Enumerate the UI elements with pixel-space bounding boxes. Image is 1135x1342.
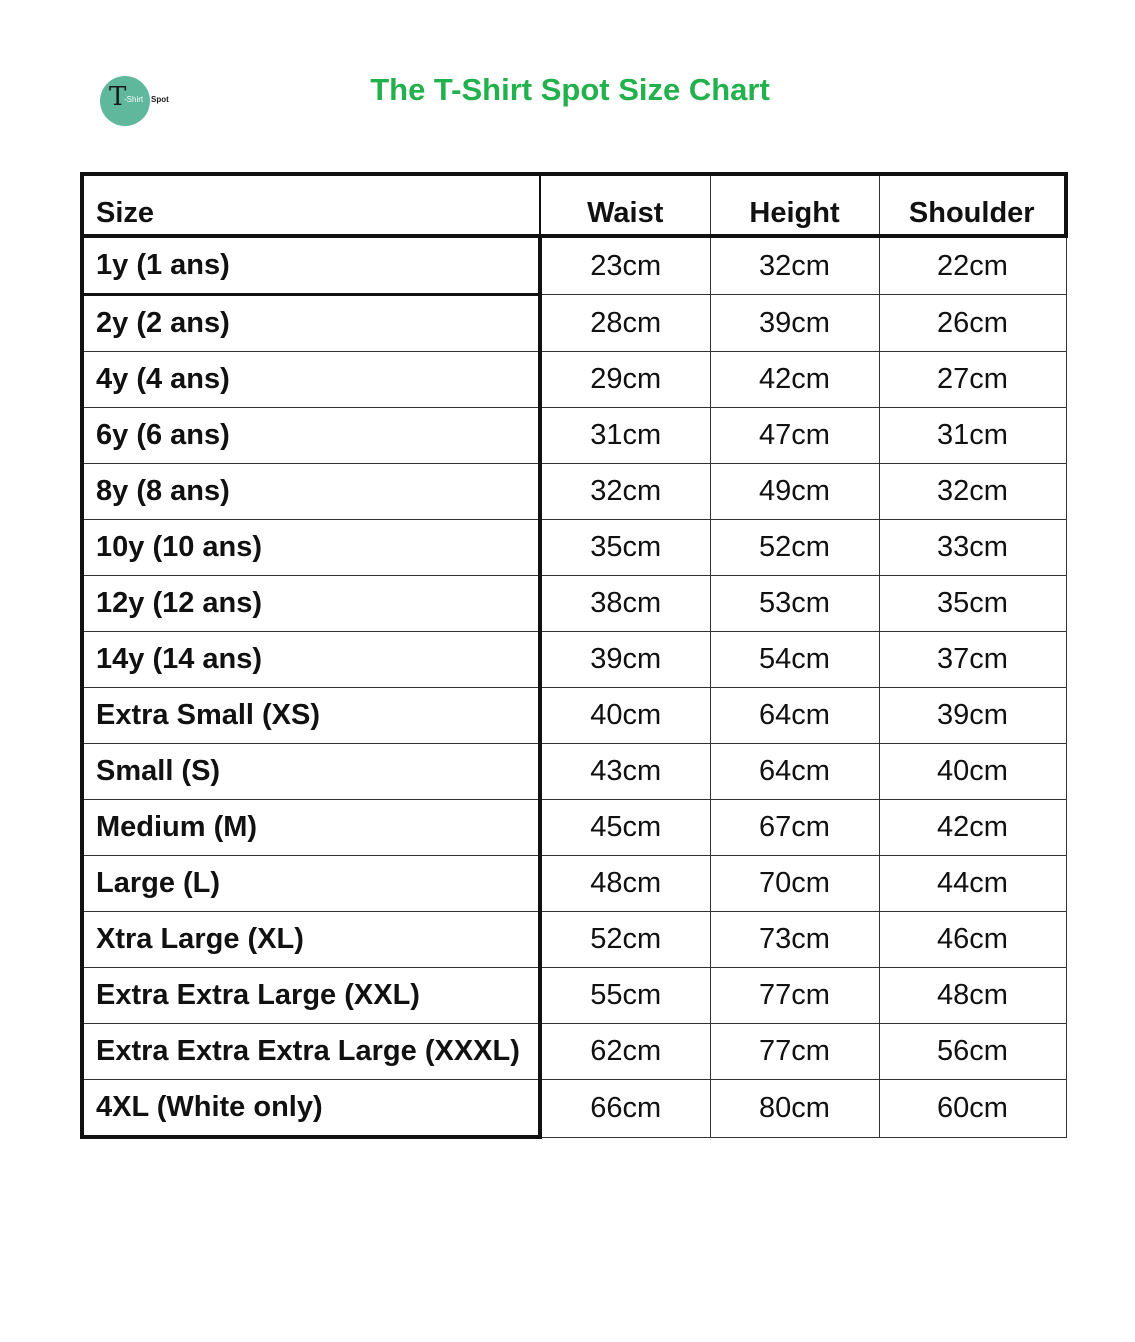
waist-cell: 45cm	[540, 800, 710, 856]
height-cell: 54cm	[710, 632, 879, 688]
height-cell: 39cm	[710, 295, 879, 352]
waist-cell: 39cm	[540, 632, 710, 688]
height-cell: 77cm	[710, 1024, 879, 1080]
height-cell: 64cm	[710, 688, 879, 744]
shoulder-cell: 33cm	[879, 520, 1066, 576]
waist-cell: 55cm	[540, 968, 710, 1024]
waist-cell: 32cm	[540, 464, 710, 520]
waist-cell: 35cm	[540, 520, 710, 576]
table-row	[82, 295, 1066, 352]
height-cell: 49cm	[710, 464, 879, 520]
table-row	[82, 1024, 1066, 1080]
shoulder-cell: 42cm	[879, 800, 1066, 856]
table-row	[82, 744, 1066, 800]
size-cell: 10y (10 ans)	[82, 520, 540, 576]
shoulder-cell: 60cm	[879, 1080, 1066, 1138]
waist-cell: 52cm	[540, 912, 710, 968]
table-row	[82, 464, 1066, 520]
size-cell: 4XL (White only)	[82, 1080, 540, 1138]
size-cell: 6y (6 ans)	[82, 408, 540, 464]
table-header-row	[82, 174, 1066, 236]
table-row	[82, 520, 1066, 576]
size-cell: Medium (M)	[82, 800, 540, 856]
page-title: The T-Shirt Spot Size Chart	[370, 72, 770, 107]
table-row	[82, 632, 1066, 688]
size-cell: Small (S)	[82, 744, 540, 800]
height-cell: 47cm	[710, 408, 879, 464]
shoulder-cell: 46cm	[879, 912, 1066, 968]
column-header-height: Height	[710, 174, 879, 236]
table-row	[82, 856, 1066, 912]
shoulder-cell: 32cm	[879, 464, 1066, 520]
waist-cell: 40cm	[540, 688, 710, 744]
waist-cell: 28cm	[540, 295, 710, 352]
size-cell: 12y (12 ans)	[82, 576, 540, 632]
table-body	[82, 236, 1066, 1137]
height-cell: 80cm	[710, 1080, 879, 1138]
height-cell: 73cm	[710, 912, 879, 968]
height-cell: 53cm	[710, 576, 879, 632]
size-cell: 1y (1 ans)	[82, 236, 540, 295]
shoulder-cell: 44cm	[879, 856, 1066, 912]
waist-cell: 23cm	[540, 236, 710, 295]
waist-cell: 48cm	[540, 856, 710, 912]
shoulder-cell: 27cm	[879, 352, 1066, 408]
size-cell: Extra Extra Extra Large (XXXL)	[82, 1024, 540, 1080]
shoulder-cell: 22cm	[879, 236, 1066, 295]
waist-cell: 66cm	[540, 1080, 710, 1138]
height-cell: 52cm	[710, 520, 879, 576]
height-cell: 32cm	[710, 236, 879, 295]
waist-cell: 31cm	[540, 408, 710, 464]
size-chart-table	[80, 172, 1068, 1139]
table-row	[82, 688, 1066, 744]
table-row	[82, 968, 1066, 1024]
shoulder-cell: 56cm	[879, 1024, 1066, 1080]
size-cell: 14y (14 ans)	[82, 632, 540, 688]
table-row	[82, 236, 1066, 295]
shoulder-cell: 37cm	[879, 632, 1066, 688]
size-cell: Extra Extra Large (XXL)	[82, 968, 540, 1024]
table-row	[82, 800, 1066, 856]
table-row	[82, 576, 1066, 632]
height-cell: 77cm	[710, 968, 879, 1024]
column-header-size: Size	[82, 174, 540, 236]
waist-cell: 43cm	[540, 744, 710, 800]
waist-cell: 62cm	[540, 1024, 710, 1080]
height-cell: 70cm	[710, 856, 879, 912]
column-header-shoulder: Shoulder	[879, 174, 1066, 236]
logo-word-shirt: -Shirt	[124, 95, 144, 104]
waist-cell: 29cm	[540, 352, 710, 408]
size-cell: 4y (4 ans)	[82, 352, 540, 408]
size-cell: Xtra Large (XL)	[82, 912, 540, 968]
size-cell: Large (L)	[82, 856, 540, 912]
shoulder-cell: 26cm	[879, 295, 1066, 352]
height-cell: 64cm	[710, 744, 879, 800]
height-cell: 67cm	[710, 800, 879, 856]
table-row	[82, 408, 1066, 464]
shoulder-cell: 35cm	[879, 576, 1066, 632]
size-cell: 2y (2 ans)	[82, 295, 540, 352]
shoulder-cell: 31cm	[879, 408, 1066, 464]
logo-mark: T	[109, 82, 127, 112]
logo-word-spot: Spot	[151, 95, 169, 104]
table-row	[82, 912, 1066, 968]
size-cell: Extra Small (XS)	[82, 688, 540, 744]
shoulder-cell: 39cm	[879, 688, 1066, 744]
shoulder-cell: 40cm	[879, 744, 1066, 800]
table-row	[82, 1080, 1066, 1138]
height-cell: 42cm	[710, 352, 879, 408]
size-cell: 8y (8 ans)	[82, 464, 540, 520]
waist-cell: 38cm	[540, 576, 710, 632]
table-row	[82, 352, 1066, 408]
shoulder-cell: 48cm	[879, 968, 1066, 1024]
column-header-waist: Waist	[540, 174, 710, 236]
